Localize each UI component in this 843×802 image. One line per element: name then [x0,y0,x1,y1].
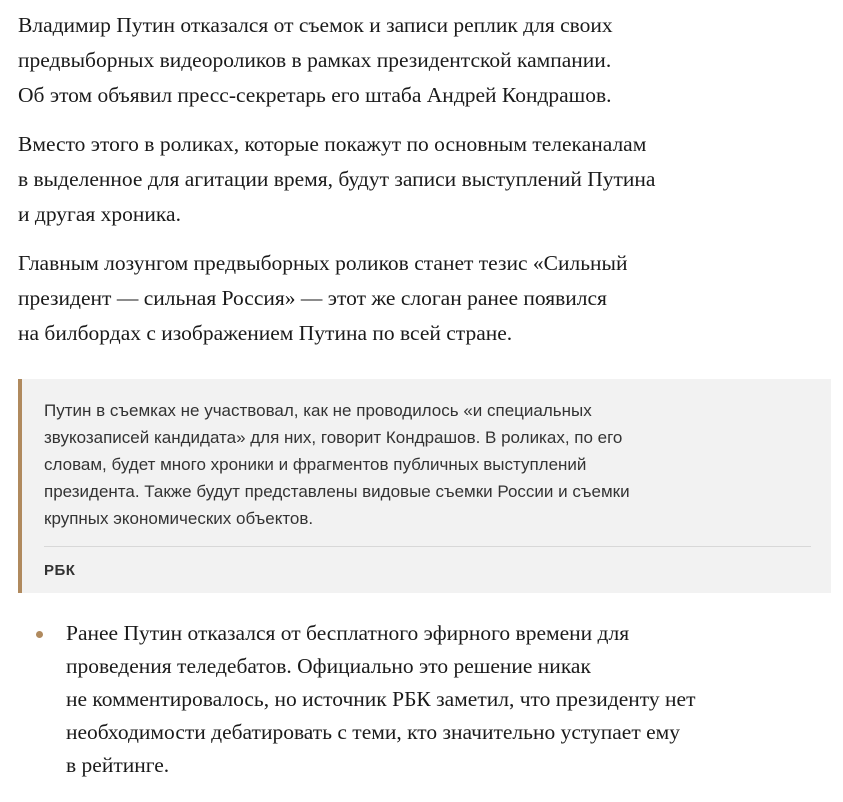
bullet-line: не комментировалось, но источник РБК заметил, что президенту нет [66,687,696,711]
bullet-line: необходимости дебатировать с теми, кто значительно уступает ему [66,720,681,744]
paragraph-line: и другая хроника. [18,202,181,226]
paragraph-line: Вместо этого в роликах, которые покажут по основным телеканалам [18,132,647,156]
paragraph-line: предвыборных видеороликов в рамках президентской кампании. [18,48,612,72]
paragraph-line: Об этом объявил пресс-секретарь его штаба Андрей Кондрашов. [18,83,612,107]
list-item [18,617,838,782]
paragraph-line: Главным лозунгом предвыборных роликов станет тезис «Сильный [18,251,628,275]
quote-line: Путин в съемках не участвовал, как не проводилось «и специальных [44,401,592,420]
quote-line: президента. Также будут представлены видовые съемки России и съемки [44,482,630,501]
quote-source: РБК [44,562,76,579]
article-paragraph [18,246,838,351]
quote-line: звукозаписей кандидата» для них, говорит Кондрашов. В роликах, по его [44,428,623,447]
bullet-line: проведения теледебатов. Официально это решение никак [66,654,591,678]
quote-divider [44,546,811,547]
quote-text [44,397,811,532]
paragraph-line: президент — сильная Россия» — этот же слоган ранее появился [18,286,607,310]
bullet-line: в рейтинге. [66,753,170,777]
paragraph-line: в выделенное для агитации время, будут записи выступлений Путина [18,167,656,191]
bullet-line: Ранее Путин отказался от бесплатного эфирного времени для [66,621,630,645]
quote-line: крупных экономических объектов. [44,509,314,528]
quote-block [18,379,831,593]
article-body [18,8,838,782]
bullet-dot-icon [36,631,43,638]
article-paragraph [18,127,838,232]
paragraph-line: Владимир Путин отказался от съемок и записи реплик для своих [18,13,613,37]
paragraph-line: на билбордах с изображением Путина по всей стране. [18,321,513,345]
article-paragraph [18,8,838,113]
bullet-list [18,617,838,782]
quote-line: словам, будет много хроники и фрагментов публичных выступлений [44,455,587,474]
